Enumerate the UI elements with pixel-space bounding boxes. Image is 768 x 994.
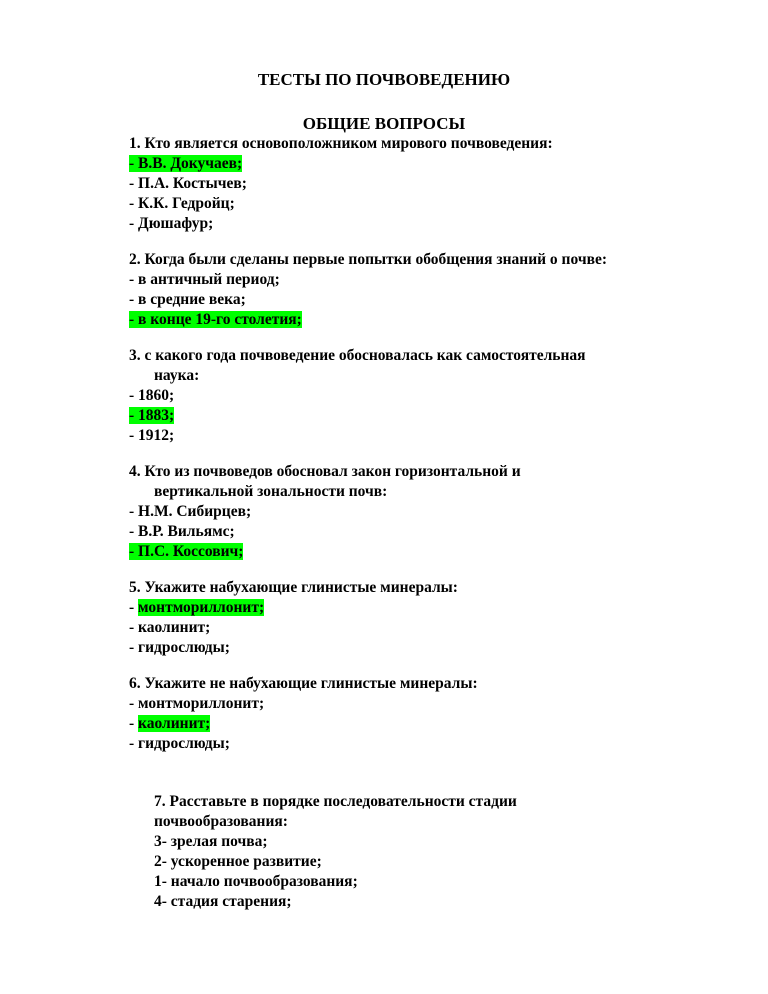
answer-2-3-correct [129,310,302,330]
answer-dash: - [129,599,139,616]
answer-3-2-correct [129,406,174,426]
answer-7-2: 2- ускоренное развитие; [154,853,322,870]
document-title: ТЕСТЫ ПО ПОЧВОВЕДЕНИЮ [257,70,511,89]
highlighted-answer: - в конце 19-го столетия; [129,311,302,328]
answer-7-1: 3- зрелая почва; [154,833,268,850]
answer-5-3: - гидрослюды; [129,639,230,656]
answer-1-2: - П.А. Костычев; [129,175,247,192]
question-7-line-1: 7. Расставьте в порядке последовательности стадии [154,793,517,810]
answer-4-1: - Н.М. Сибирцев; [129,503,252,520]
answer-2-2: - в средние века; [129,291,246,308]
question-3-line-2: наука: [154,367,200,384]
question-4-line-2: вертикальной зональности почв: [154,483,388,500]
answer-1-4: - Дюшафур; [129,215,214,232]
question-4-line-1: 4. Кто из почвоведов обосновал закон горизонтальной и [129,463,521,480]
question-2: 2. Когда были сделаны первые попытки обобщения знаний о почве: [129,251,607,268]
highlighted-answer: - В.В. Докучаев; [129,155,243,172]
answer-7-4: 4- стадия старения; [154,893,292,910]
answer-6-1: - монтмориллонит; [129,695,265,712]
answer-6-3: - гидрослюды; [129,735,230,752]
answer-4-2: - В.Р. Вильямс; [129,523,235,540]
question-6: 6. Укажите не набухающие глинистые минералы: [129,675,478,692]
highlighted-answer: монтмориллонит; [138,599,265,616]
question-7-line-2: почвообразования: [154,813,288,830]
answer-6-2-correct [129,714,210,734]
highlighted-answer: - П.С. Коссович; [129,543,244,560]
answer-1-1-correct [129,154,242,174]
question-5: 5. Укажите набухающие глинистые минералы: [129,579,458,596]
highlighted-answer: - 1883; [129,407,175,424]
question-3-line-1: 3. с какого года почвоведение обосновалась как самостоятельная [129,347,586,364]
answer-5-1-correct [129,598,264,618]
question-1: 1. Кто является основоположником мирового почвоведения: [129,135,553,152]
answer-dash: - [129,715,139,732]
highlighted-answer: каолинит; [138,715,211,732]
answer-5-2: - каолинит; [129,619,211,636]
answer-1-3: - К.К. Гедройц; [129,195,235,212]
answer-7-3: 1- начало почвообразования; [154,873,358,890]
answer-3-3: - 1912; [129,427,175,444]
answer-3-1: - 1860; [129,387,175,404]
answer-2-1: - в античный период; [129,271,280,288]
section-heading: ОБЩИЕ ВОПРОСЫ [302,114,466,133]
answer-4-3-correct [129,542,243,562]
